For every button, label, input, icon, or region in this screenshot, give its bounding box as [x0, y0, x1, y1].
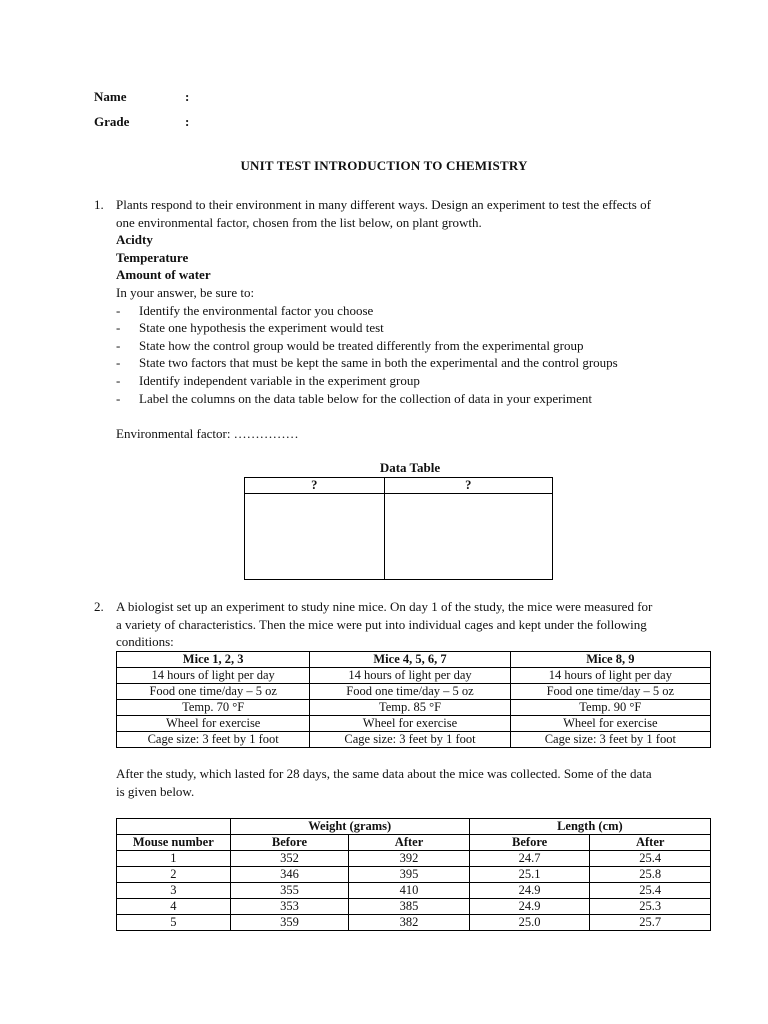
name-colon: :	[185, 89, 190, 104]
table-cell: 359	[230, 915, 349, 931]
table-cell: 25.4	[590, 883, 711, 899]
q1-factor-2: Temperature	[116, 249, 189, 265]
q1-bullet-2: State one hypothesis the experiment would test	[139, 320, 384, 336]
table-row	[117, 867, 711, 883]
table-cell: 24.7	[469, 851, 590, 867]
q1-bullet-6: Label the columns on the data table below for the collection of data in your experiment	[139, 390, 593, 406]
results-group-header: Length (cm)	[469, 819, 710, 835]
q2-prompt-line3: conditions:	[116, 634, 174, 650]
q2-number: 2.	[94, 599, 104, 614]
table-cell: 24.9	[469, 883, 590, 899]
q1-factor-3: Amount of water	[116, 267, 211, 283]
conditions-header: Mice 1, 2, 3	[117, 652, 310, 668]
table-cell: 353	[230, 899, 349, 915]
table-cell: Wheel for exercise	[117, 716, 310, 732]
data-table	[244, 477, 553, 580]
table-row	[117, 851, 711, 867]
q1-factor-1: Acidty	[116, 232, 153, 248]
q2-prompt-line1: A biologist set up an experiment to study nine mice. On day 1 of the study, the mice were measured for	[116, 599, 653, 614]
table-cell: 14 hours of light per day	[117, 668, 310, 684]
table-cell: Wheel for exercise	[510, 716, 710, 732]
results-sub-header: Before	[469, 835, 590, 851]
table-cell: Temp. 90 °F	[510, 700, 710, 716]
results-sub-header: After	[349, 835, 470, 851]
table-cell: 395	[349, 867, 470, 883]
table-row	[117, 883, 711, 899]
grade-label: Grade	[94, 114, 130, 129]
bullet-marker: -	[116, 302, 121, 318]
q1-number: 1.	[94, 197, 104, 212]
bullet-marker: -	[116, 320, 121, 336]
table-cell: 14 hours of light per day	[310, 668, 510, 684]
table-cell: 385	[349, 899, 470, 915]
table-cell: Temp. 85 °F	[310, 700, 510, 716]
grade-colon: :	[185, 114, 190, 129]
data-table-header[interactable]: ?	[384, 478, 552, 494]
results-table	[116, 818, 711, 931]
table-row	[117, 668, 711, 684]
results-sub-header: Mouse number	[117, 835, 231, 851]
table-row	[117, 732, 711, 748]
q1-bullet-4: State two factors that must be kept the same in both the experimental and the control groups	[139, 355, 618, 371]
table-cell: 24.9	[469, 899, 590, 915]
table-cell: 3	[117, 883, 231, 899]
conditions-table	[116, 651, 711, 748]
results-sub-header: After	[590, 835, 711, 851]
table-cell: 25.7	[590, 915, 711, 931]
table-cell: Food one time/day – 5 oz	[310, 684, 510, 700]
data-table-cell[interactable]	[384, 494, 552, 580]
q1-bullet-5: Identify independent variable in the experiment group	[139, 373, 420, 388]
table-row	[117, 915, 711, 931]
table-cell: Food one time/day – 5 oz	[510, 684, 710, 700]
bullet-marker: -	[116, 390, 121, 406]
table-row	[117, 716, 711, 732]
page-title: UNIT TEST INTRODUCTION TO CHEMISTRY	[240, 158, 528, 173]
environmental-factor-field[interactable]: Environmental factor: ……………	[116, 425, 299, 441]
table-cell: 410	[349, 883, 470, 899]
q2-after-line1: After the study, which lasted for 28 days, the same data about the mice was collected. Some of the data	[116, 766, 652, 781]
q1-bullet-1: Identify the environmental factor you choose	[139, 302, 374, 318]
bullet-marker: -	[116, 337, 121, 353]
q2-after-line2: is given below.	[116, 783, 195, 799]
q2-prompt-line2: a variety of characteristics. Then the mice were put into individual cages and kept under the following	[116, 616, 647, 632]
table-cell: Cage size: 3 feet by 1 foot	[510, 732, 710, 748]
table-cell: 25.8	[590, 867, 711, 883]
table-row	[117, 684, 711, 700]
table-cell: Temp. 70 °F	[117, 700, 310, 716]
data-table-header[interactable]: ?	[245, 478, 385, 494]
table-cell: 346	[230, 867, 349, 883]
table-cell: 4	[117, 899, 231, 915]
table-cell: 25.1	[469, 867, 590, 883]
table-row	[117, 899, 711, 915]
data-table-title: Data Table	[379, 460, 441, 475]
table-cell: Wheel for exercise	[310, 716, 510, 732]
results-empty-corner	[117, 819, 231, 835]
table-cell: 25.0	[469, 915, 590, 931]
bullet-marker: -	[116, 355, 121, 371]
bullet-marker: -	[116, 373, 121, 388]
q1-bullet-3: State how the control group would be treated differently from the experimental group	[139, 337, 584, 353]
results-sub-header: Before	[230, 835, 349, 851]
q1-instructions-intro: In your answer, be sure to:	[116, 285, 255, 300]
table-cell: 25.4	[590, 851, 711, 867]
table-cell: 25.3	[590, 899, 711, 915]
table-cell: 1	[117, 851, 231, 867]
name-label: Name	[94, 89, 127, 104]
q1-prompt-line1: Plants respond to their environment in many different ways. Design an experiment to test the effects of	[116, 197, 651, 212]
table-cell: 355	[230, 883, 349, 899]
table-cell: 382	[349, 915, 470, 931]
conditions-header: Mice 4, 5, 6, 7	[310, 652, 510, 668]
table-cell: 14 hours of light per day	[510, 668, 710, 684]
table-cell: 5	[117, 915, 231, 931]
table-cell: Food one time/day – 5 oz	[117, 684, 310, 700]
table-row	[117, 700, 711, 716]
data-table-cell[interactable]	[245, 494, 385, 580]
conditions-header: Mice 8, 9	[510, 652, 710, 668]
q1-prompt-line2: one environmental factor, chosen from the list below, on plant growth.	[116, 214, 482, 230]
results-group-header: Weight (grams)	[230, 819, 469, 835]
table-cell: Cage size: 3 feet by 1 foot	[117, 732, 310, 748]
table-cell: 2	[117, 867, 231, 883]
table-cell: Cage size: 3 feet by 1 foot	[310, 732, 510, 748]
table-cell: 352	[230, 851, 349, 867]
table-cell: 392	[349, 851, 470, 867]
